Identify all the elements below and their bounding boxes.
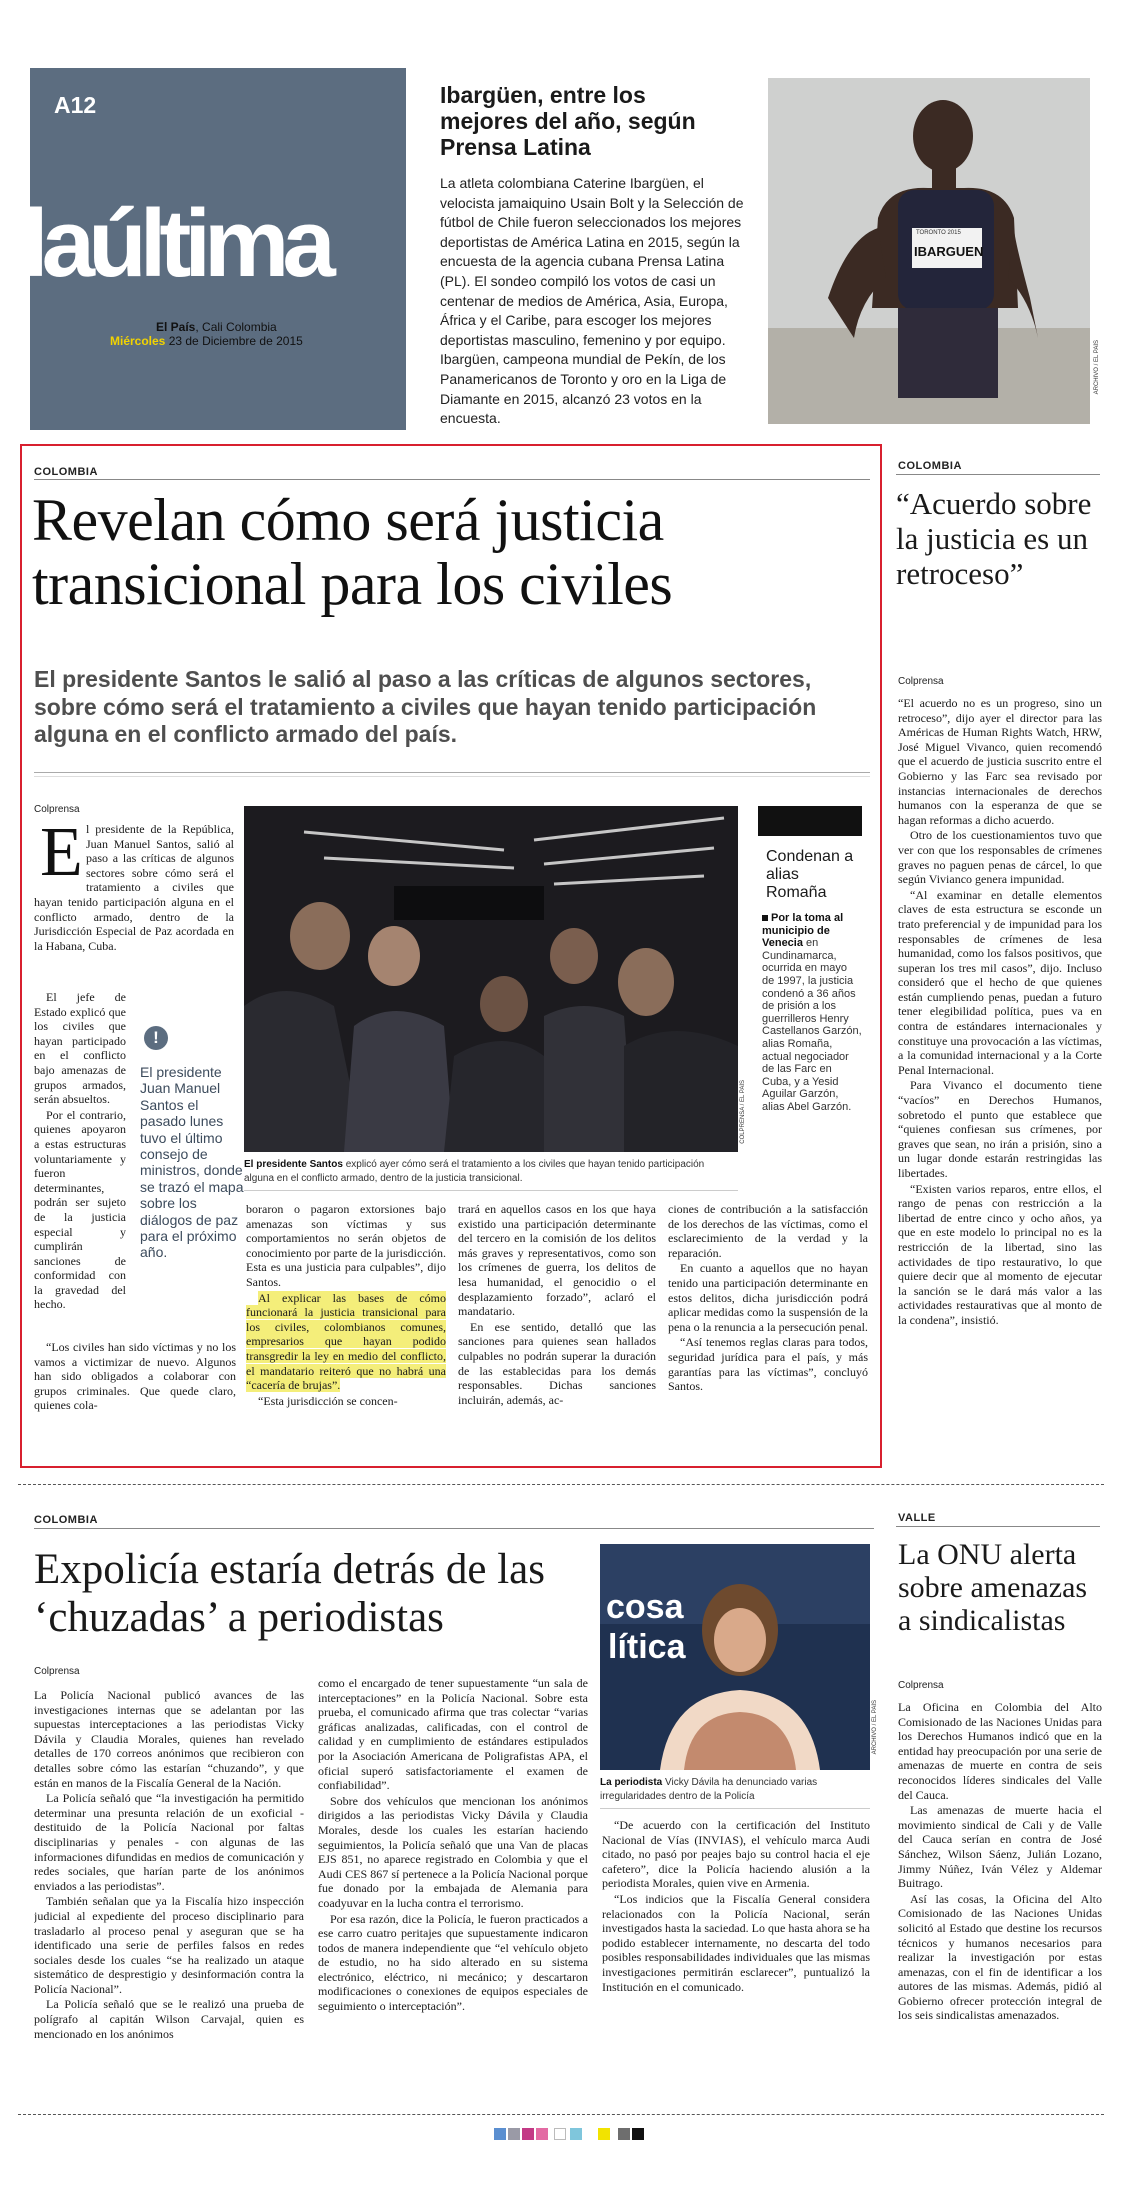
bottom-story-byline: Colprensa bbox=[34, 1666, 80, 1677]
color-swatch-dark bbox=[618, 2128, 630, 2140]
main-story-col3-p2: En ese sentido, detalló que las sanciones para quienes sean hallados culpables no podrán superar la duración de las establecidas para los demás responsables. Dichas sanciones incluirán, además, ac- bbox=[458, 1319, 656, 1407]
bottom-story-caption-rule bbox=[600, 1808, 870, 1809]
bottom-story-headline: Expolicía estaría detrás de las ‘chuzadas’ a periodistas bbox=[34, 1546, 546, 1641]
sidebar-brief-headline: Condenan a alias Romaña bbox=[766, 848, 854, 901]
right-story-p1: “El acuerdo no es un progreso, sino un retroceso”, dijo ayer el director para las Américas de Human Rights Watch, HRW, José Miguel Vivanco, quien recomendó que el acuerdo de justicia suscrito entre el Gobierno y las Farc sea revisado por instancias internacionales de derechos humanos con la esperanza de que se hagan reformas a dicho acuerdo. bbox=[898, 696, 1102, 827]
drop-cap-space bbox=[34, 822, 86, 882]
right-story-byline: Colprensa bbox=[898, 676, 944, 687]
main-story-drop-cap: E bbox=[40, 814, 83, 891]
right-story-section-rule bbox=[896, 474, 1100, 475]
bib-top-text: TORONTO 2015 bbox=[916, 230, 961, 236]
bottom-story-col3-p2: “Los indicios que la Fiscalía General considera relacionados con la Policía Nacional, serán investigados hasta la saciedad. Lo que hasta ahora se ha podido establecer internamente, no descarta del todo posibles responsabilidades individuales que las mismas investigaciones permitirán esclarecer”, puntualizó la Institución en el comunicado. bbox=[602, 1891, 870, 1994]
bottom-story-col2-p1: como el encargado de tener supuestamente “un sala de interceptaciones” en la Policía Nacional. Sobre esta prueba, el comunicado afirma que tras colectar “varias gráficas analizadas, calificadas, con el control de calidad y en cumplimiento de estándares estipulados por la Asociación Americana de Poligrafistas APA, el oficial superó satisfactoriamente el examen de confiabilidad”. bbox=[318, 1676, 588, 1793]
bottom-story-photo bbox=[600, 1544, 870, 1770]
right-story-p3: “Al examinar en detalle elementos claves de esta estructura se esconde un trato preferencial y de impunidad para los responsables de crímenes de lesa humanidad, como los falsos positivos, que superan los tres mil casos”, dijo. Incluso consideró que el hecho de que quienes están cumpliendo penas, puedan a futuro tener elegibilidad política, pues va en contra de estándares internacionales y constituye una provocación a las víctimas, a la comunidad internacional y a la Corte Penal Internacional. bbox=[898, 887, 1102, 1077]
page-number: A12 bbox=[54, 92, 97, 118]
bottom-story-caption-lead: La periodista bbox=[600, 1777, 663, 1788]
main-story-photo-credit: COLPRENSA / EL PAÍS bbox=[740, 1080, 746, 1144]
main-story-section: COLOMBIA bbox=[34, 466, 98, 478]
main-story-col2-p1: boraron o pagaron extorsiones bajo amenazas son víctimas y sus comportamientos no serán objetos de conocimiento por parte de la jurisdicción. Esta es una justicia para culpables”, dijo Santos. bbox=[246, 1202, 446, 1289]
main-story-caption bbox=[244, 1158, 724, 1186]
bottom-story-col2-p3: Por esa razón, dice la Policía, le fueron practicados a ese carro cuatro peritajes que supuestamente indicaron todos de manera independiente que “el vehículo objeto de estudio, no ha sido alterado en su sistema electrónico, eléctrico, ni mecánico; y descartaron modificaciones o conexiones de equipos especiales de seguimiento o interceptación”. bbox=[318, 1911, 588, 2014]
weekday: Miércoles bbox=[110, 334, 166, 348]
main-story-col4-p2: En cuanto a aquellos que no hayan tenido una participación determinante en estos delitos, dicha jurisdicción podrá aplicar medidas como la suspensión de la pena o la renuncia a la persecución penal. bbox=[668, 1261, 868, 1334]
main-story-caption-lead: El presidente Santos bbox=[244, 1159, 343, 1170]
sidebar-brief-bar bbox=[758, 806, 862, 836]
bottom-right-section-rule bbox=[896, 1526, 1100, 1527]
bottom-story-col1-p1: La Policía Nacional publicó avances de las investigaciones internas que se adelantan por las supuestas interceptaciones a las periodistas Vicky Dávila y Claudia Morales, quienes han revelado detalles de 170 correos anónimos que recibieron con detalles sobre cómo las estarían “chuzando”, y que están en manos de la Fiscalía General de la Nación. bbox=[34, 1688, 304, 1790]
bottom-story-col2-p2: Sobre dos vehículos que mencionan los anónimos dirigidos a las periodistas Vicky Dávila y Claudia Morales, desde los cuales les estarían haciendo seguimientos, la Policía señaló que una Van de placas EJS 851, no aparece registrado en Colombia y que el Audi CES 867 sí pertenece a la Policía Nacional porque fue donado por la embajada de Alemania para coadyuvar en la lucha contra el terrorismo. bbox=[318, 1793, 588, 1910]
main-story-byline: Colprensa bbox=[34, 804, 80, 815]
top-story-photo-credit: ARCHIVO / EL PAÍS bbox=[1094, 340, 1100, 395]
color-swatch-gray bbox=[508, 2128, 520, 2140]
bottom-right-p3: Así las cosas, la Oficina del Alto Comisionado de las Naciones Unidas solicitó al Estado que destine los recursos técnicos y humanos necesarios para realizar la investigación por estas amenazas, con el fin de identificar a los autores de las mismas. Además, pidió al Gobierno ofrecer protección integral de los seis sindicalistas amenazados. bbox=[898, 1891, 1102, 2023]
main-story-col1-p2: El jefe de Estado explicó que los civiles que hayan participado en el conflicto bajo amenazas de grupos armados, serán absueltos. bbox=[34, 990, 126, 1107]
main-story-col1-tail bbox=[34, 1340, 236, 1462]
bottom-story-col1-p3: También señalan que ya la Fiscalía hizo inspección judicial al expediente del proceso disciplinario para trasladarlo al proceso penal y aseguran que se ha identificado una serie de perfiles falsos en redes sociales desde los cuales “se ha realizado un ataque sistemático de desprestigio y desinformación contra la Policía Nacional”. bbox=[34, 1894, 304, 1996]
publication-name: El País bbox=[156, 320, 196, 334]
screen-text-1: cosa bbox=[606, 1588, 684, 1626]
main-story-col2-highlight bbox=[246, 1291, 446, 1393]
right-story-p4: Para Vivanco el documento tiene “vacíos” en Derechos Humanos, sobretodo el punto que establece que “quienes confiesan sus crímenes, por graves que sean, no irán a prisión, sino a un lugar donde estarán restringidas las libertades. bbox=[898, 1078, 1102, 1180]
bottom-separator bbox=[18, 2114, 1104, 2115]
bottom-right-byline: Colprensa bbox=[898, 1680, 944, 1691]
main-story-col2 bbox=[246, 1202, 446, 1458]
cabinet-meeting-illustration bbox=[244, 806, 738, 1152]
main-story-deck: El presidente Santos le salió al paso a las críticas de algunos sectores, sobre cómo será el tratamiento a civiles que hayan tenido participación alguna en el conflicto armado del país. bbox=[34, 666, 817, 747]
right-story-section: COLOMBIA bbox=[898, 460, 962, 472]
bottom-right-section: VALLE bbox=[898, 1512, 936, 1524]
publication-line: El País, Cali Colombia bbox=[156, 320, 277, 334]
exclamation-icon: ! bbox=[153, 1028, 159, 1047]
main-story-col4 bbox=[668, 1202, 868, 1458]
sidebar-brief-lead: Por la toma al municipio de Venecia bbox=[762, 912, 844, 950]
bottom-right-body bbox=[898, 1700, 1102, 2108]
bottom-story-caption bbox=[600, 1776, 868, 1804]
color-swatch-pink bbox=[536, 2128, 548, 2140]
pullquote-text: El presidente Juan Manuel Santos el pasado lunes tuvo el último consejo de ministros, donde se trazó el mapa sobre los diálogos de paz para el próximo año. bbox=[140, 1064, 244, 1261]
date-line bbox=[110, 334, 303, 348]
main-story-col4-p1: ciones de contribución a la satisfacción de los derechos de las víctimas, como el esclarecimiento de la verdad y la reparación. bbox=[668, 1202, 868, 1260]
main-story-photo bbox=[244, 806, 738, 1152]
right-story-p5: “Existen varios reparos, entre ellos, el rango de penas con restricción a la libertad de entre cinco y ocho años, ya que en este modelo lo principal no es la restricción de la libertad, sino las actividades de tipo restaurativo, lo que quiere decir que al momento de ejecutar la sanción se le dará más valor a las actividades restaurativas que al monto de la condena”, insistió. bbox=[898, 1181, 1102, 1327]
bib-name-text: IBARGUEN bbox=[914, 244, 984, 259]
top-story-headline: Ibargüen, entre los mejores del año, según Prensa Latina bbox=[440, 82, 696, 160]
bottom-right-p1: La Oficina en Colombia del Alto Comisionado de las Naciones Unidas para los Derechos Humanos indicó que en la entidad hay preocupación por una serie de amenazas de muerte en contra de seis reconocidos líderes sindicales del Valle del Cauca. bbox=[898, 1700, 1102, 1802]
main-story-col1-narrow bbox=[34, 990, 126, 1346]
main-story-deck-rule bbox=[34, 772, 870, 773]
main-story-col1-lead bbox=[34, 822, 234, 990]
color-swatch-yellow bbox=[598, 2128, 610, 2140]
color-swatch-black bbox=[632, 2128, 644, 2140]
main-story-section-rule bbox=[34, 479, 870, 480]
publication-city: Cali Colombia bbox=[202, 320, 277, 334]
bottom-right-headline: La ONU alerta sobre amenazas a sindicalistas bbox=[898, 1538, 1088, 1637]
bottom-story-col3 bbox=[602, 1818, 870, 2108]
bottom-story-section: COLOMBIA bbox=[34, 1514, 98, 1526]
bottom-story-section-rule bbox=[34, 1528, 874, 1529]
color-swatch-white bbox=[554, 2128, 566, 2140]
main-story-col1-p3: Por el contrario, quienes apoyaron a estas estructuras voluntariamente y fueron determinantes, podrán ser sujeto de la justicia especial y cumplirán sanciones de conformidad con la gravedad del hecho. bbox=[34, 1107, 126, 1312]
date: 23 de Diciembre de 2015 bbox=[168, 334, 303, 348]
right-story-headline: “Acuerdo sobre la justicia es un retroceso” bbox=[896, 486, 1092, 591]
bottom-story-col1-p4: La Policía señaló que se le realizó una prueba de polígrafo al capitán Wilson Carvajal, quien es mencionado en los anónimos bbox=[34, 1997, 304, 2041]
section-separator bbox=[18, 1484, 1104, 1485]
main-story-col2-p3: “Esta jurisdicción se concen- bbox=[258, 1393, 398, 1408]
main-story-col1-lead-text: l presidente de la República, Juan Manuel Santos, salió al paso a las críticas de algunos sectores sobre cómo será el tratamiento a civiles que hayan tenido participación alguna en el conflicto armado, dentro de la Jurisdicción Especial de Paz acordada en la Habana, Cuba. bbox=[34, 822, 234, 953]
masthead bbox=[22, 68, 406, 430]
right-story-p2: Otro de los cuestionamientos tuvo que ver con que los responsables de crímenes graves no paguen penas de cárcel, lo que según Vivianco genera impunidad. bbox=[898, 828, 1102, 887]
highlighted-passage: Al explicar las bases de cómo funcionará la justicia transicional para los civiles, colombianos comunes, empresarios que hayan podido transgredir la ley en medio del conflicto, el mandatario reiteró que no habrá una “cacería de brujas”. bbox=[246, 1290, 446, 1393]
bottom-story-col2 bbox=[318, 1676, 588, 2108]
color-swatch-blue bbox=[494, 2128, 506, 2140]
top-story-body: La atleta colombiana Caterine Ibargüen, el velocista jamaiquino Usain Bolt y la Selección de fútbol de Chile fueron seleccionados los mejores deportistas de América Latina en 2015, según la encuesta de la agencia cubana Prensa Latina (PL). El sondeo compiló los votos de casi un centenar de medios de América, Asia, Europa, África y el Caribe, para escoger los mejores deportistas masculino, femenino y por equipo. Ibargüen, campeona mundial de Pekín, de los Panamericanos de Toronto y oro en la Liga de Diamante en 2015, alcanzó 23 votos en la encuesta. bbox=[440, 175, 744, 427]
bottom-story-col1-p2: La Policía señaló que “la investigación ha permitido determinar una presunta relación de un exoficial - destituido de la Policía Nacional por faltas disciplinarias y penales - con algunas de las informaciones difundidas en medios de comunicación y redes sociales, que harían parte de los anónimos enviados a las periodistas”. bbox=[34, 1791, 304, 1893]
color-swatch-magenta bbox=[522, 2128, 534, 2140]
bottom-story-col1 bbox=[34, 1688, 304, 2108]
bottom-right-p2: Las amenazas de muerte hacia el movimiento sindical de Cali y de Valle del Cauca serían en contra de José Sánchez, Wilson Sáenz, Julián Lozano, Jimmy Núñez, Iván Vélez y Aldemar Buitrago. bbox=[898, 1803, 1102, 1891]
bottom-story-photo-credit: ARCHIVO / EL PAÍS bbox=[872, 1700, 878, 1755]
main-story-headline: Revelan cómo será justicia transicional para los civiles bbox=[32, 487, 673, 617]
bottom-story-col3-p1: “De acuerdo con la certificación del Instituto Nacional de Vías (INVIAS), el vehículo marca Audi citado, no pasó por peajes bajo su control hacia el eje cafetero”, dice la Policía haciendo alusión a la periodista Morales, quien vive en Armenia. bbox=[602, 1818, 870, 1891]
bottom-story-caption-text: Vicky Dávila ha denunciado varias irregularidades dentro de la Policía bbox=[600, 1777, 818, 1802]
bullet-icon bbox=[762, 915, 768, 921]
main-story-col1-p4: “Los civiles han sido víctimas y no los vamos a victimizar de nuevo. Algunos han sido obligados a colaborar con grupos criminales. Que quede claro, quienes cola- bbox=[34, 1340, 236, 1413]
main-story-col4-p3: “Así tenemos reglas claras para todos, seguridad jurídica para el país, y más garantías para las víctimas”, concluyó Santos. bbox=[668, 1335, 868, 1394]
sidebar-brief-text: en Cundinamarca, ocurrida en mayo de 1997, la justicia condenó a 36 años de prisión a los guerrilleros Henry Castellanos Garzón, alias Romaña, actual negociador de las Farc en Cuba, y a Yesid Aguilar Garzón, alias Abel Garzón. bbox=[762, 937, 862, 1113]
main-story-col3 bbox=[458, 1202, 656, 1458]
main-story-deck-rule-2 bbox=[34, 776, 870, 777]
main-story-caption-rule bbox=[244, 1190, 738, 1191]
screen-text-2: lítica bbox=[608, 1628, 686, 1666]
sidebar-brief-body bbox=[762, 912, 862, 1114]
color-swatch-cyan bbox=[570, 2128, 582, 2140]
top-story-photo bbox=[768, 78, 1090, 424]
right-story-body bbox=[898, 696, 1102, 1460]
main-story-col3-p1: trará en aquellos casos en los que haya existido una participación determinante del tercero en la comisión de los delitos más graves y representativos, como son los crímenes de guerra, los delitos de lesa humanidad, el genocidio o el desplazamiento forzado”, aclaró el mandatario. bbox=[458, 1202, 656, 1319]
section-logo: laúltima bbox=[22, 190, 329, 297]
main-story-caption-text: explicó ayer cómo será el tratamiento a los civiles que hayan tenido participación alguna en el conflicto armado, dentro de la justicia transicional. bbox=[244, 1159, 705, 1184]
